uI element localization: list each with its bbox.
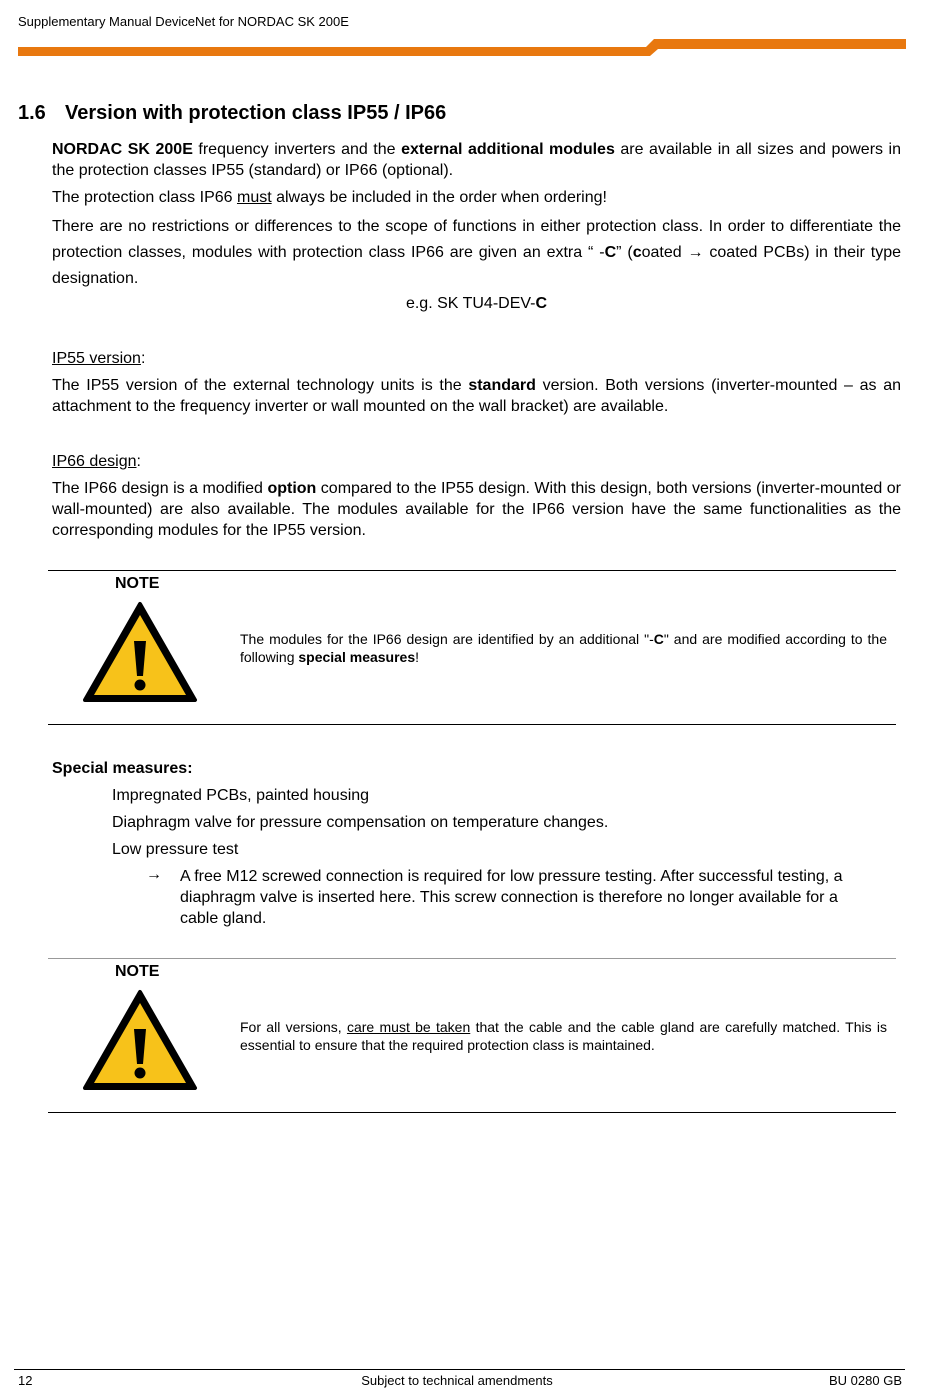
ip55-paragraph: The IP55 version of the external technology units is the standard version. Both versions (inverter-mounted – as an attachment to the frequency inverter or wall mounted on the wall bracket) are available. xyxy=(52,377,901,415)
ip55-heading: IP55 version: xyxy=(52,350,146,367)
special-measure-item: Impregnated PCBs, painted housing xyxy=(112,787,370,804)
note-2-bottom-rule xyxy=(48,1112,896,1113)
arrow-bullet-icon: → xyxy=(146,866,162,883)
section-number: 1.6 xyxy=(18,102,46,124)
special-measures-heading: Special measures: xyxy=(52,760,193,777)
header-accent-shape xyxy=(18,39,906,56)
special-measure-item: Diaphragm valve for pressure compensation on temperature changes. xyxy=(112,814,609,831)
header-accent-bar xyxy=(18,38,906,56)
footer-rule xyxy=(14,1369,905,1370)
warning-triangle-icon xyxy=(82,989,198,1091)
special-measure-item: Low pressure test xyxy=(112,841,239,858)
document-number: BU 0280 GB xyxy=(829,1373,902,1388)
note-1-bottom-rule xyxy=(48,724,896,725)
intro-paragraph-2: The protection class IP66 must always be included in the order when ordering! xyxy=(52,189,607,206)
note-2-text: For all versions, care must be taken that the cable and the cable gland are carefully matched. This is essential to ensure that the required protection class is maintained. xyxy=(240,1019,888,1053)
page-number: 12 xyxy=(18,1373,33,1388)
ip66-paragraph: The IP66 design is a modified option compared to the IP55 design. With this design, both versions (inverter-mounted or wall-mounted) are also available. The modules available for the IP66 version have the same functionalities as the corresponding modules for the IP55 version. xyxy=(52,480,902,539)
warning-triangle-icon xyxy=(82,601,198,703)
intro-paragraph-1: NORDAC SK 200E frequency inverters and the external additional modules are available in all sizes and powers in the protection classes IP55 (standard) or IP66 (optional). xyxy=(52,141,902,179)
ip66-heading: IP66 design: xyxy=(52,453,141,470)
low-pressure-test-detail: A free M12 screwed connection is required for low pressure testing. After successful testing, a diaphragm valve is inserted here. This screw connection is therefore no longer available for a cable gland. xyxy=(180,868,843,927)
type-designation-example: e.g. SK TU4-DEV-C xyxy=(405,295,548,312)
note-1-top-rule xyxy=(48,570,896,571)
note-2-label: NOTE xyxy=(115,963,160,980)
note-1-text: The modules for the IP66 design are identified by an additional "-C" and are modified according to the following special measures! xyxy=(240,631,887,665)
note-1-label: NOTE xyxy=(115,575,160,592)
note-2-top-rule xyxy=(48,958,896,959)
footer-center-text: Subject to technical amendments xyxy=(361,1373,553,1388)
intro-paragraph-3: There are no restrictions or differences to the scope of functions in either protection class. In order to differentiate the protection classes, modules with protection class IP66 are given an extra “ -C” (coated → coated PCBs) in their type designation. xyxy=(52,218,901,287)
running-header: Supplementary Manual DeviceNet for NORDAC SK 200E xyxy=(18,14,349,29)
section-title: Version with protection class IP55 / IP66 xyxy=(65,102,447,124)
